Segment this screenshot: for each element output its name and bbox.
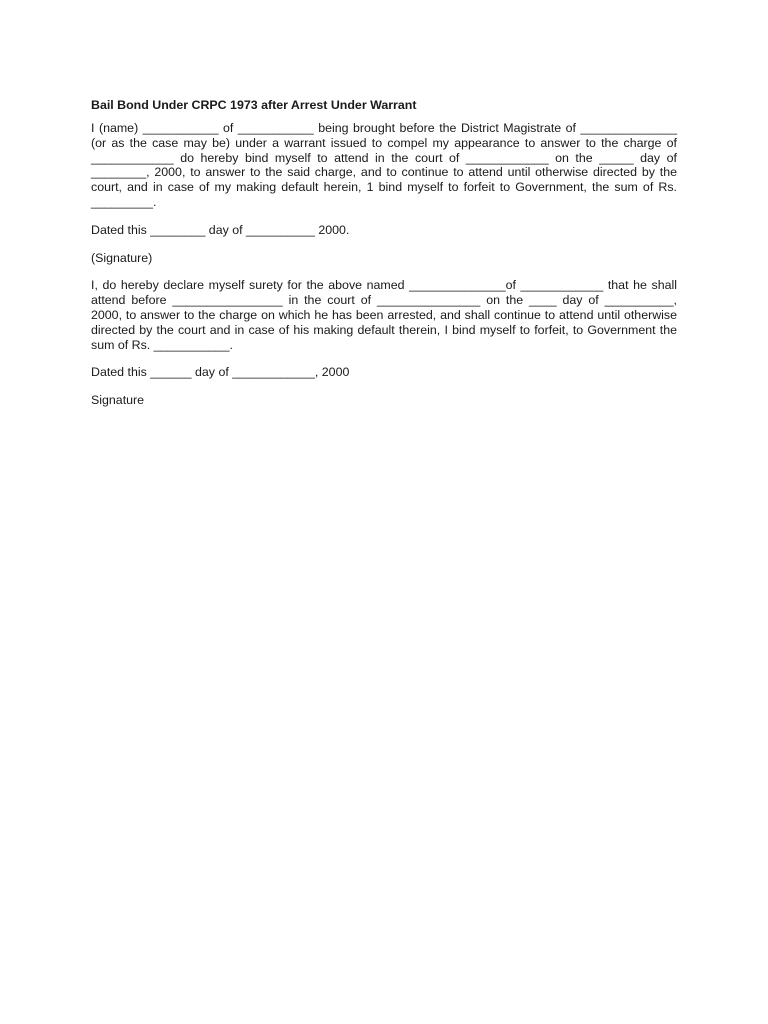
document-content — [91, 98, 677, 421]
dated-line-2: Dated this ______ day of ____________, 2000 — [91, 365, 350, 380]
document-title: Bail Bond Under CRPC 1973 after Arrest Under Warrant — [91, 98, 417, 112]
bond-paragraph: I (name) ___________ of ___________ being brought before the District Magistrate of ______________ (or as the case may be) under a warrant issued to compel my appearance to answer to the charge of ____________ do hereby bind myself to attend in the court of ____________ on the _____ day of ________, 2000, to answer to the said charge, and to continue to attend until otherwise directed by the court, and in case of my making default herein, 1 bind myself to forfeit to Government, the sum of Rs. _________. — [91, 121, 677, 209]
signature-line-2: Signature — [91, 393, 145, 408]
signature-line-1: (Signature) — [91, 250, 153, 265]
dated-line-1: Dated this ________ day of __________ 2000. — [91, 222, 350, 237]
surety-paragraph: I, do hereby declare myself surety for the above named ______________of ____________ that he shall attend before ________________ in the court of _______________ on the ____ day of __________, 2000, to answer to the charge on which he has been arrested, and shall continue to attend until otherwise directed by the court and in case of his making default therein, I bind myself to forfeit, to Government the sum of Rs. ___________. — [91, 278, 677, 352]
